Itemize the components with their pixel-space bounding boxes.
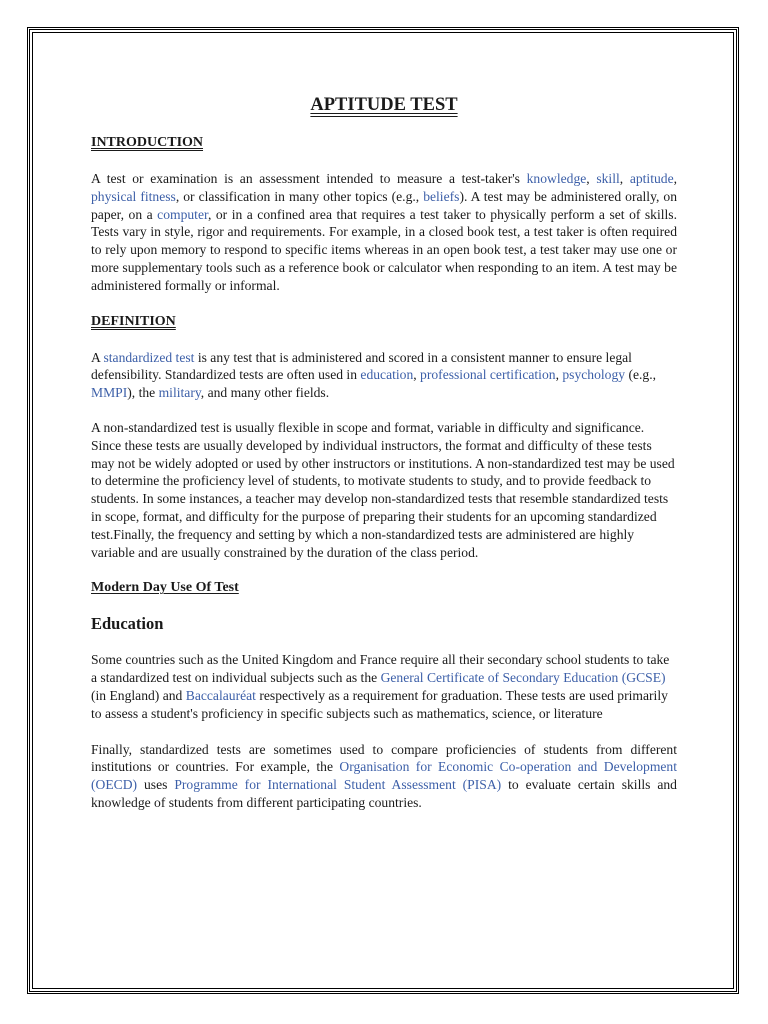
education-paragraph-1: Some countries such as the United Kingdom and France require all their secondary school students to take a standardized test on individual subjects such as the General Certificate of Secondary Education (GCSE) (in England) and Baccalauréat respectively as a requirement for graduation. These tests are used primarily to assess a student's proficiency in specific subjects such as mathematics, science, or literature bbox=[91, 652, 670, 721]
definition-paragraph-1: A standardized test is any test that is administered and scored in a consistent manner to ensure legal defensibility. Standardized tests are often used in education, professional certification, psychology (e.g., MMPI), the military, and many other fields. bbox=[91, 349, 656, 401]
link-knowledge[interactable]: knowledge bbox=[526, 171, 587, 186]
link-mmpi[interactable]: MMPI bbox=[91, 385, 128, 401]
introduction-heading: INTRODUCTION bbox=[91, 135, 204, 150]
link-professional-certification[interactable]: professional certification bbox=[420, 367, 556, 383]
link-baccalaureat[interactable]: Baccalauréat bbox=[185, 687, 256, 703]
link-aptitude[interactable]: aptitude bbox=[629, 171, 674, 186]
link-computer[interactable]: computer bbox=[157, 206, 208, 222]
link-gcse[interactable]: General Certificate of Secondary Education (GCSE) bbox=[380, 670, 666, 686]
link-oecd[interactable]: Organisation for Economic Co-operation and Development (OECD) bbox=[91, 759, 677, 793]
modern-use-heading: Modern Day Use Of Test bbox=[91, 580, 239, 596]
link-pisa[interactable]: Programme for International Student Assessment (PISA) bbox=[174, 777, 502, 793]
introduction-paragraph: A test or examination is an assessment intended to measure a test-taker's knowledge, skill, aptitude, physical fitness, or classification in many other topics (e.g., beliefs). A test may be administered orally, on paper, on a computer, or in a confined area that requires a test taker to physically perform a set of skills. Tests vary in style, rigor and requirements. For example, in a closed book test, a test taker is often required to rely upon memory to respond to specific items whereas in an open book test, a test taker may use one or more supplementary tools such as a reference book or calculator when responding to an item. A test may be administered formally or informal. bbox=[91, 171, 678, 293]
education-paragraph-2: Finally, standardized tests are sometimes used to compare proficiencies of students from different institutions or countries. For example, the Organisation for Economic Co-operation and Development (OECD) uses Programme for International Student Assessment (PISA) to evaluate certain skills and knowledge of students from different participating countries. bbox=[91, 741, 677, 810]
document-page bbox=[91, 93, 677, 812]
link-psychology[interactable]: psychology bbox=[562, 367, 626, 383]
link-beliefs[interactable]: beliefs bbox=[423, 188, 460, 204]
link-military[interactable]: military bbox=[158, 385, 201, 401]
link-standardized-test[interactable]: standardized test bbox=[103, 349, 195, 365]
definition-heading: DEFINITION bbox=[91, 313, 176, 329]
link-physical-fitness[interactable]: physical fitness bbox=[91, 188, 176, 204]
link-education[interactable]: education bbox=[360, 367, 414, 383]
education-subheading: Education bbox=[91, 614, 164, 634]
definition-paragraph-2: A non-standardized test is usually flexible in scope and format, variable in difficulty and significance. Since these tests are usually developed by individual instructors, the format and difficulty of these tests may not be widely adopted or used by other instructors or institutions. A non-standardized test may be used to determine the proficiency level of students, to motivate students to study, and to provide feedback to students. In some instances, a teacher may develop non-standardized tests that resemble standardized tests in scope, format, and difficulty for the purpose of preparing their students for an upcoming standardized test.Finally, the frequency and setting by which a non-standardized tests are administered are highly variable and are usually constrained by the duration of the class period. bbox=[91, 419, 675, 560]
link-skill[interactable]: skill bbox=[596, 171, 620, 186]
document-title: APTITUDE TEST bbox=[310, 95, 458, 115]
